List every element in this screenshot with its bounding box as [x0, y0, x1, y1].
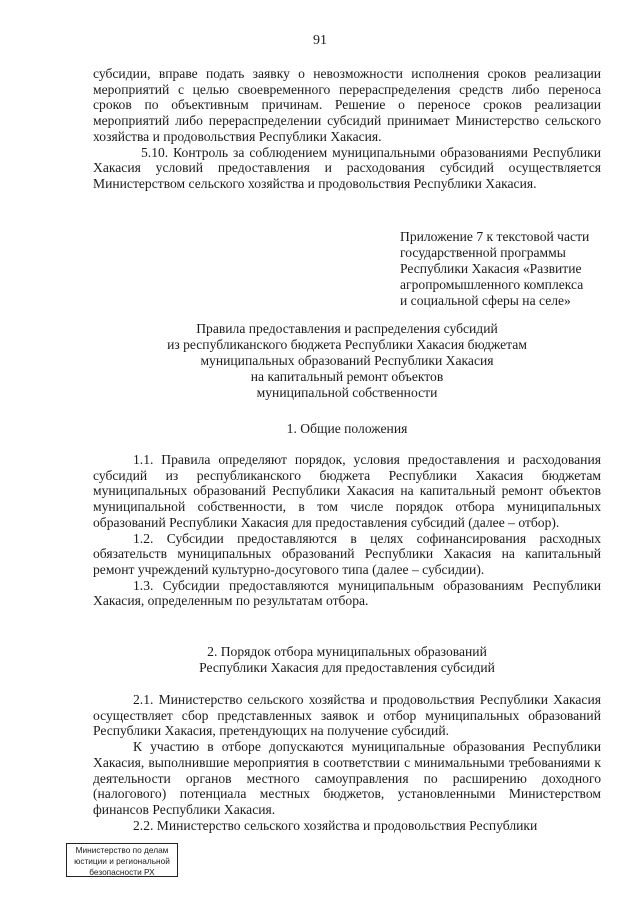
paragraph-5-10: 5.10. Контроль за соблюдением муниципальными образованиями Республики Хакасия условий предоставления и расходования субсидий осуществляется Министерством сельского хозяйства и продовольствия Республики Хакасия. — [93, 144, 601, 191]
paragraph-continuation: субсидии, вправе подать заявку о невозможности исполнения сроков реализации мероприятий с целью своевременного перераспределения средств либо переноса сроков по объективным причинам. Решение о переносе сроков реализации мероприятий либо перераспределении субсидий принимает Министерство сельского хозяйства и продовольствия Республики Хакасия. — [93, 66, 601, 144]
appendix-line: и социальной сферы на селе» — [400, 293, 571, 308]
appendix-line: Приложение 7 к текстовой части — [400, 229, 590, 244]
stamp-line: юстиции и региональной — [74, 856, 170, 866]
section-2-heading — [93, 644, 601, 676]
appendix-note — [400, 229, 605, 309]
paragraph-1-3: 1.3. Субсидии предоставляются муниципальным образованиям Республики Хакасия, определенным по результатам отбора. — [93, 577, 601, 609]
paragraph-1-2: 1.2. Субсидии предоставляются в целях софинансирования расходных обязательств муниципальных образований Республики Хакасия на капитальный ремонт учреждений культурно-досугового типа (далее – субсидии). — [93, 530, 601, 577]
top-text-block — [93, 66, 601, 192]
stamp-line: безопасности РХ — [89, 867, 155, 877]
paragraph-participation: К участию в отборе допускаются муниципальные образования Республики Хакасия, выполнившие мероприятия в соответствии с минимальными требованиями к деятельности органов местного самоуправления по расширению доходного (налогового) потенциала местных бюджетов, установленными Министерством финансов Республики Хакасия. — [93, 739, 601, 817]
page-number: 91 — [313, 33, 327, 48]
stamp-line: Министерство по делам — [75, 845, 169, 855]
section-2-heading-line: 2. Порядок отбора муниципальных образований — [207, 644, 487, 659]
appendix-line: государственной программы — [400, 245, 566, 260]
paragraph-2-1: 2.1. Министерство сельского хозяйства и продовольствия Республики Хакасия осуществляет сбор представленных заявок и отбор муниципальных образований Республики Хакасия, претендующих на получение субсидий. — [93, 692, 601, 739]
section-2-body — [93, 692, 601, 833]
paragraph-2-2: 2.2. Министерство сельского хозяйства и продовольствия Республики — [133, 817, 538, 833]
title-line: Правила предоставления и распределения субсидий — [196, 321, 498, 336]
document-title — [93, 321, 601, 401]
title-line: на капитальный ремонт объектов — [250, 369, 444, 384]
appendix-line: Республики Хакасия «Развитие — [400, 261, 582, 276]
title-line: муниципальных образований Республики Хакасия — [200, 353, 494, 368]
ministry-stamp — [66, 843, 178, 877]
section-2-heading-line: Республики Хакасия для предоставления субсидий — [199, 660, 495, 675]
section-1-body — [93, 452, 601, 609]
paragraph-1-1: 1.1. Правила определяют порядок, условия предоставления и расходования субсидий из республиканского бюджета Республики Хакасия бюджетам муниципальных образований Республики Хакасия на капитальный ремонт объектов муниципальной собственности, в том числе порядок отбора муниципальных образований Республики Хакасия для предоставления субсидий (далее – отбор). — [93, 452, 601, 530]
title-line: из республиканского бюджета Республики Хакасия бюджетам — [167, 337, 527, 352]
title-line: муниципальной собственности — [256, 385, 438, 400]
appendix-line: агропромышленного комплекса — [400, 277, 584, 292]
section-1-heading: 1. Общие положения — [286, 421, 408, 436]
